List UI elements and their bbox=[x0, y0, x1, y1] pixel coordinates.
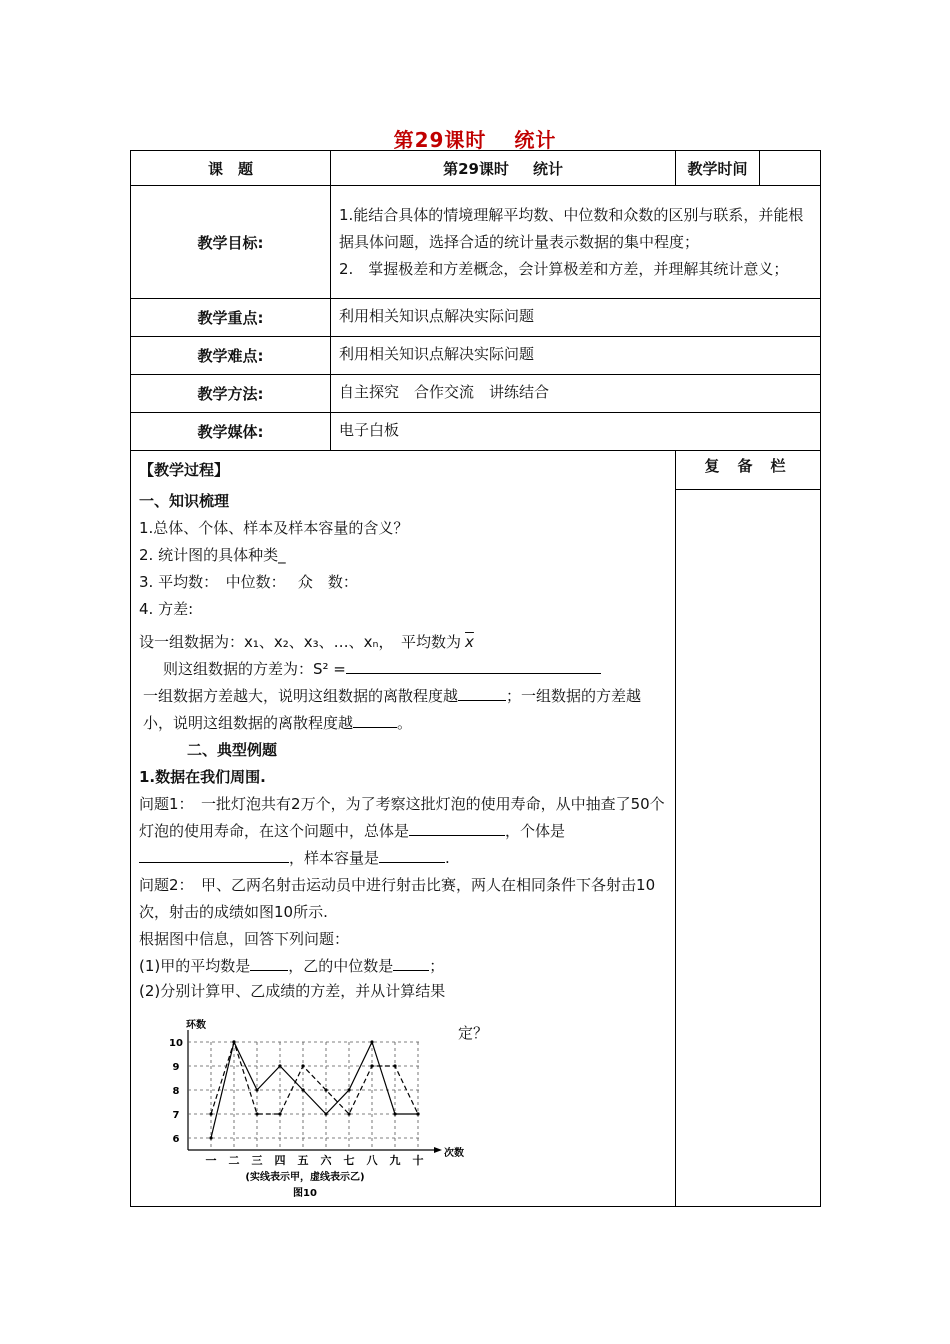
mean-symbol: $\overline{x}$ bbox=[465, 633, 474, 651]
data-point bbox=[347, 1088, 350, 1091]
data-point bbox=[255, 1088, 258, 1091]
example-1-title: 1.数据在我们周围. bbox=[139, 768, 266, 786]
chart-legend: (实线表示甲，虚线表示乙) bbox=[245, 1172, 365, 1183]
section-knowledge: 一、知识梳理 bbox=[139, 492, 230, 510]
problem-3: 根据图中信息，回答下列问题： bbox=[139, 930, 350, 948]
header-topic-label: 课 题 bbox=[131, 151, 331, 186]
blank-small[interactable] bbox=[353, 713, 397, 728]
header-subject: 统计 bbox=[532, 159, 563, 178]
x-tick-label: 七 bbox=[343, 1154, 355, 1167]
data-point bbox=[232, 1040, 235, 1043]
x-tick-label: 十 bbox=[412, 1154, 424, 1167]
difficulty-row bbox=[131, 337, 821, 375]
blank-population[interactable] bbox=[409, 821, 505, 836]
data-point bbox=[416, 1112, 419, 1115]
blank-large[interactable] bbox=[458, 686, 506, 701]
blank-mean-a[interactable] bbox=[250, 956, 288, 971]
method-label: 教学方法: bbox=[131, 375, 331, 413]
x-tick-label: 八 bbox=[366, 1154, 378, 1167]
data-point bbox=[301, 1088, 304, 1091]
problem-6: 定？ bbox=[458, 1024, 489, 1042]
problem-4-c: ； bbox=[429, 957, 445, 975]
data-point bbox=[209, 1112, 212, 1115]
variance-desc-end: 。 bbox=[397, 714, 413, 732]
question-3: 3. 平均数： 中位数： 众 数： bbox=[139, 573, 358, 591]
data-point bbox=[278, 1112, 281, 1115]
variance-formula bbox=[139, 656, 667, 683]
header-time-value[interactable] bbox=[760, 151, 821, 186]
problem-4-a: (1)甲的平均数是 bbox=[139, 957, 251, 975]
difficulty-label: 教学难点: bbox=[131, 337, 331, 375]
media-row bbox=[131, 413, 821, 451]
page-title bbox=[0, 124, 950, 153]
data-point bbox=[301, 1064, 304, 1067]
x-axis-label: 次数 bbox=[444, 1148, 464, 1159]
x-tick-label: 一 bbox=[205, 1154, 217, 1167]
key-label: 教学重点: bbox=[131, 299, 331, 337]
problem-1-b: ，个体是 bbox=[505, 822, 566, 840]
problem-1-d: . bbox=[445, 849, 450, 867]
y-tick-label: 7 bbox=[172, 1110, 180, 1121]
data-point bbox=[370, 1064, 373, 1067]
goals-label: 教学目标: bbox=[131, 186, 331, 299]
method-row bbox=[131, 375, 821, 413]
x-tick-label: 二 bbox=[228, 1154, 240, 1167]
x-axis-arrow bbox=[434, 1147, 442, 1153]
problem-5: (2)分别计算甲、乙成绩的方差，并从计算结果 bbox=[139, 982, 446, 1000]
blank-individual[interactable] bbox=[139, 848, 289, 863]
data-point bbox=[393, 1064, 396, 1067]
x-tick-label: 三 bbox=[251, 1154, 263, 1167]
header-topic-value bbox=[331, 151, 676, 186]
media-text: 电子白板 bbox=[331, 413, 821, 451]
problem-1 bbox=[139, 791, 667, 872]
question-4: 4. 方差: bbox=[139, 600, 194, 618]
problem-1-a: 问题1： 一批灯泡共有2万个，为了考察这批灯泡的使用寿命，从中抽查了50个灯泡的使用寿命，在这个问题中，总体是 bbox=[139, 795, 665, 840]
title-lesson: 第29课时 bbox=[393, 128, 487, 152]
goals-row bbox=[131, 186, 821, 299]
y-tick-label: 9 bbox=[172, 1062, 180, 1073]
variance-desc bbox=[139, 683, 667, 737]
key-text: 利用相关知识点解决实际问题 bbox=[331, 299, 821, 337]
y-axis-label: 环数 bbox=[186, 1020, 206, 1031]
section-examples: 二、典型例题 bbox=[187, 741, 278, 759]
x-tick-label: 五 bbox=[297, 1154, 309, 1167]
blank-sample-size[interactable] bbox=[379, 848, 445, 863]
problem-1-c: ，样本容量是 bbox=[289, 849, 380, 867]
y-tick-label: 6 bbox=[172, 1134, 180, 1145]
problem-2: 问题2： 甲、乙两名射击运动员中进行射击比赛，两人在相同条件下各射击10次，射击的成绩如图10所示. bbox=[139, 876, 656, 921]
score-line-chart bbox=[150, 1010, 464, 1199]
chart-caption: 图10 bbox=[293, 1188, 317, 1199]
goal-1: 1.能结合具体的情境理解平均数、中位数和众数的区别与联系，并能根据具体问题，选择合适的统计量表示数据的集中程度； bbox=[339, 205, 804, 251]
review-column bbox=[676, 451, 821, 1207]
media-label: 教学媒体: bbox=[131, 413, 331, 451]
data-point bbox=[278, 1064, 281, 1067]
question-2: 2. 统计图的具体种类_ bbox=[139, 546, 286, 564]
data-point bbox=[347, 1112, 350, 1115]
problem-4 bbox=[139, 953, 667, 980]
y-tick-label: 10 bbox=[169, 1038, 183, 1049]
data-point bbox=[324, 1088, 327, 1091]
header-row bbox=[131, 151, 821, 186]
problem-4-b: ，乙的中位数是 bbox=[288, 957, 394, 975]
x-tick-label: 四 bbox=[274, 1154, 286, 1167]
y-tick-label: 8 bbox=[172, 1086, 180, 1097]
data-point bbox=[393, 1112, 396, 1115]
review-heading: 复备栏 bbox=[676, 451, 820, 490]
variance-desc-2: ；一组数据的方差越小，说明这组数据的离散程度越 bbox=[143, 687, 642, 732]
goals-text bbox=[331, 186, 821, 299]
blank-median-b[interactable] bbox=[393, 956, 429, 971]
header-lesson: 第29课时 bbox=[443, 159, 509, 178]
x-tick-label: 六 bbox=[320, 1154, 332, 1167]
key-row bbox=[131, 299, 821, 337]
variance-intro-text: 设一组数据为：x₁、x₂、x₃、…、xₙ， 平均数为 bbox=[139, 633, 462, 651]
data-point bbox=[324, 1112, 327, 1115]
title-topic: 统计 bbox=[514, 128, 557, 152]
difficulty-text: 利用相关知识点解决实际问题 bbox=[331, 337, 821, 375]
question-1: 1.总体、个体、样本及样本容量的含义？ bbox=[139, 519, 409, 537]
variance-intro bbox=[139, 629, 667, 656]
x-tick-label: 九 bbox=[389, 1154, 401, 1167]
method-text: 自主探究 合作交流 讲练结合 bbox=[331, 375, 821, 413]
variance-blank[interactable] bbox=[346, 659, 601, 674]
goal-2: 2. 掌握极差和方差概念，会计算极差和方差，并理解其统计意义； bbox=[339, 259, 789, 278]
process-heading: 【教学过程】 bbox=[139, 461, 230, 479]
data-point bbox=[370, 1040, 373, 1043]
data-point bbox=[255, 1112, 258, 1115]
variance-formula-text: 则这组数据的方差为：S² = bbox=[163, 660, 346, 678]
data-point bbox=[209, 1136, 212, 1139]
series-line-b bbox=[211, 1042, 418, 1114]
header-time-label: 教学时间 bbox=[676, 151, 760, 186]
variance-desc-1: 一组数据方差越大，说明这组数据的离散程度越 bbox=[143, 687, 459, 705]
